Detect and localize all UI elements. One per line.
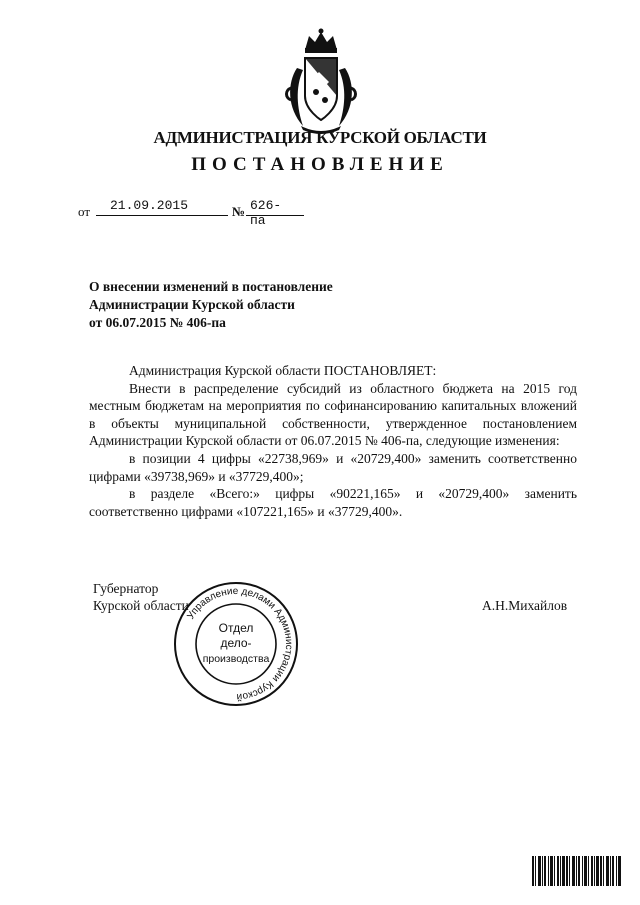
stamp-ring-text: Управление делами Администрации Курской	[185, 585, 295, 703]
subject-line: О внесении изменений в постановление	[89, 279, 333, 294]
date-label: от	[78, 204, 91, 219]
body-paragraph: в позиции 4 цифры «22738,969» и «20729,400» заменить соответственно цифрами «39738,969» и «37729,400»;	[89, 450, 577, 484]
stamp-center-line: Отдел	[218, 621, 254, 635]
signer-name: А.Н.Михайлов	[482, 598, 568, 613]
organization-title: АДМИНИСТРАЦИЯ КУРСКОЙ ОБЛАСТИ	[153, 128, 487, 147]
signer-role-line: Курской области	[93, 598, 189, 613]
date-underline	[96, 215, 228, 216]
document-date: 21.09.2015	[110, 198, 189, 213]
office-stamp-icon	[172, 580, 300, 708]
kursk-coat-of-arms-icon	[283, 28, 359, 134]
body-paragraph: в разделе «Всего:» цифры «90221,165» и «20729,400» заменить соответственно цифрами «107221,165» и «37729,400».	[89, 486, 577, 519]
barcode-icon	[532, 856, 622, 886]
document-number: 626-па	[250, 198, 282, 228]
stamp-center-line: производства	[202, 653, 270, 665]
body-paragraph: Внести в распределение субсидий из областного бюджета на 2015 год местным бюджетам на мероприятия по софинансированию капитальных вложений в объекты муниципальной собственности, утвержденное постановлением Администрации Курской области от 06.07.2015 № 406-па, следующие изменения:	[89, 380, 577, 449]
signer-role-line: Губернатор	[93, 581, 159, 596]
subject-line: Администрации Курской области	[89, 297, 295, 312]
document-type: ПОСТАНОВЛЕНИЕ	[191, 154, 449, 175]
number-label: №	[232, 204, 246, 219]
body-paragraph: Администрация Курской области ПОСТАНОВЛЯЕТ:	[129, 363, 437, 378]
subject-line: от 06.07.2015 № 406-па	[89, 315, 226, 330]
document-subject	[89, 278, 419, 332]
number-underline	[246, 215, 304, 216]
document-body	[89, 362, 577, 520]
stamp-center-line: дело-	[220, 636, 252, 650]
